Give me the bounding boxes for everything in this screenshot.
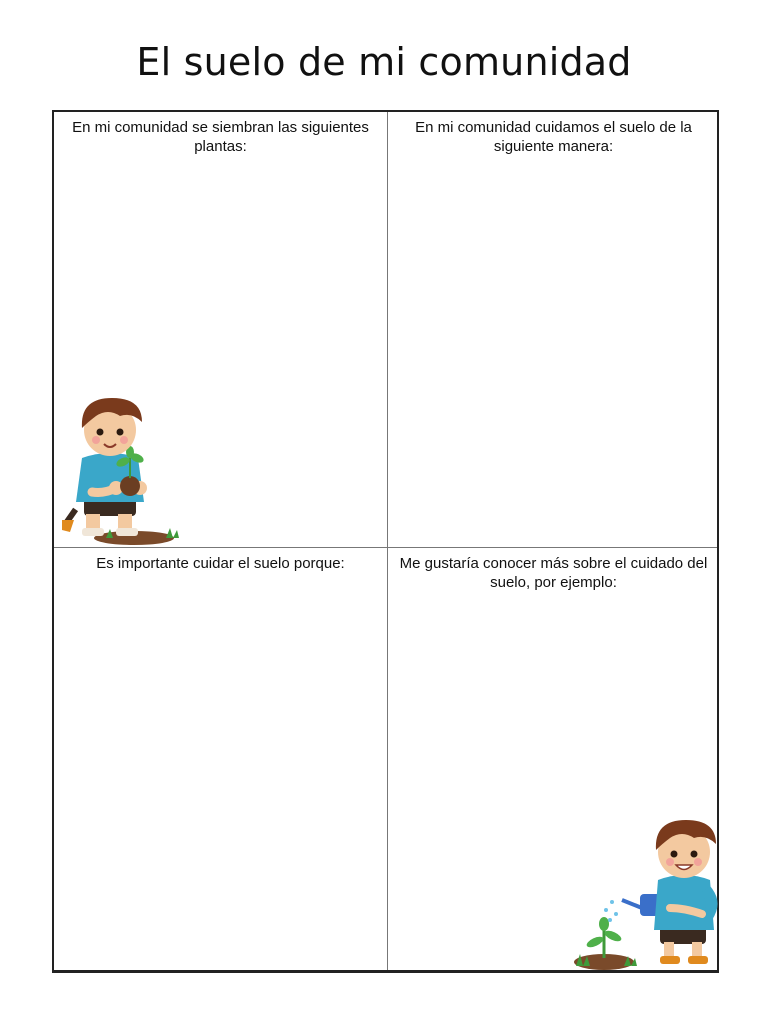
page-title: El suelo de mi comunidad	[136, 40, 632, 84]
cell-prompt: Me gustaría conocer más sobre el cuidado del suelo, por ejemplo:	[399, 555, 708, 591]
cell-importance[interactable]	[54, 548, 387, 972]
cell-soil-care[interactable]	[388, 112, 719, 547]
boy-watering-plant-icon	[564, 810, 721, 972]
cell-prompt: En mi comunidad cuidamos el suelo de la siguiente manera:	[415, 119, 692, 155]
cell-prompt: Es importante cuidar el suelo porque:	[96, 555, 345, 572]
boy-planting-seedling-icon	[54, 388, 184, 548]
cell-prompt: En mi comunidad se siembran las siguientes plantas:	[72, 119, 369, 155]
cell-learn-more[interactable]	[388, 548, 719, 972]
cell-plants[interactable]	[54, 112, 387, 547]
worksheet-grid	[52, 110, 719, 973]
